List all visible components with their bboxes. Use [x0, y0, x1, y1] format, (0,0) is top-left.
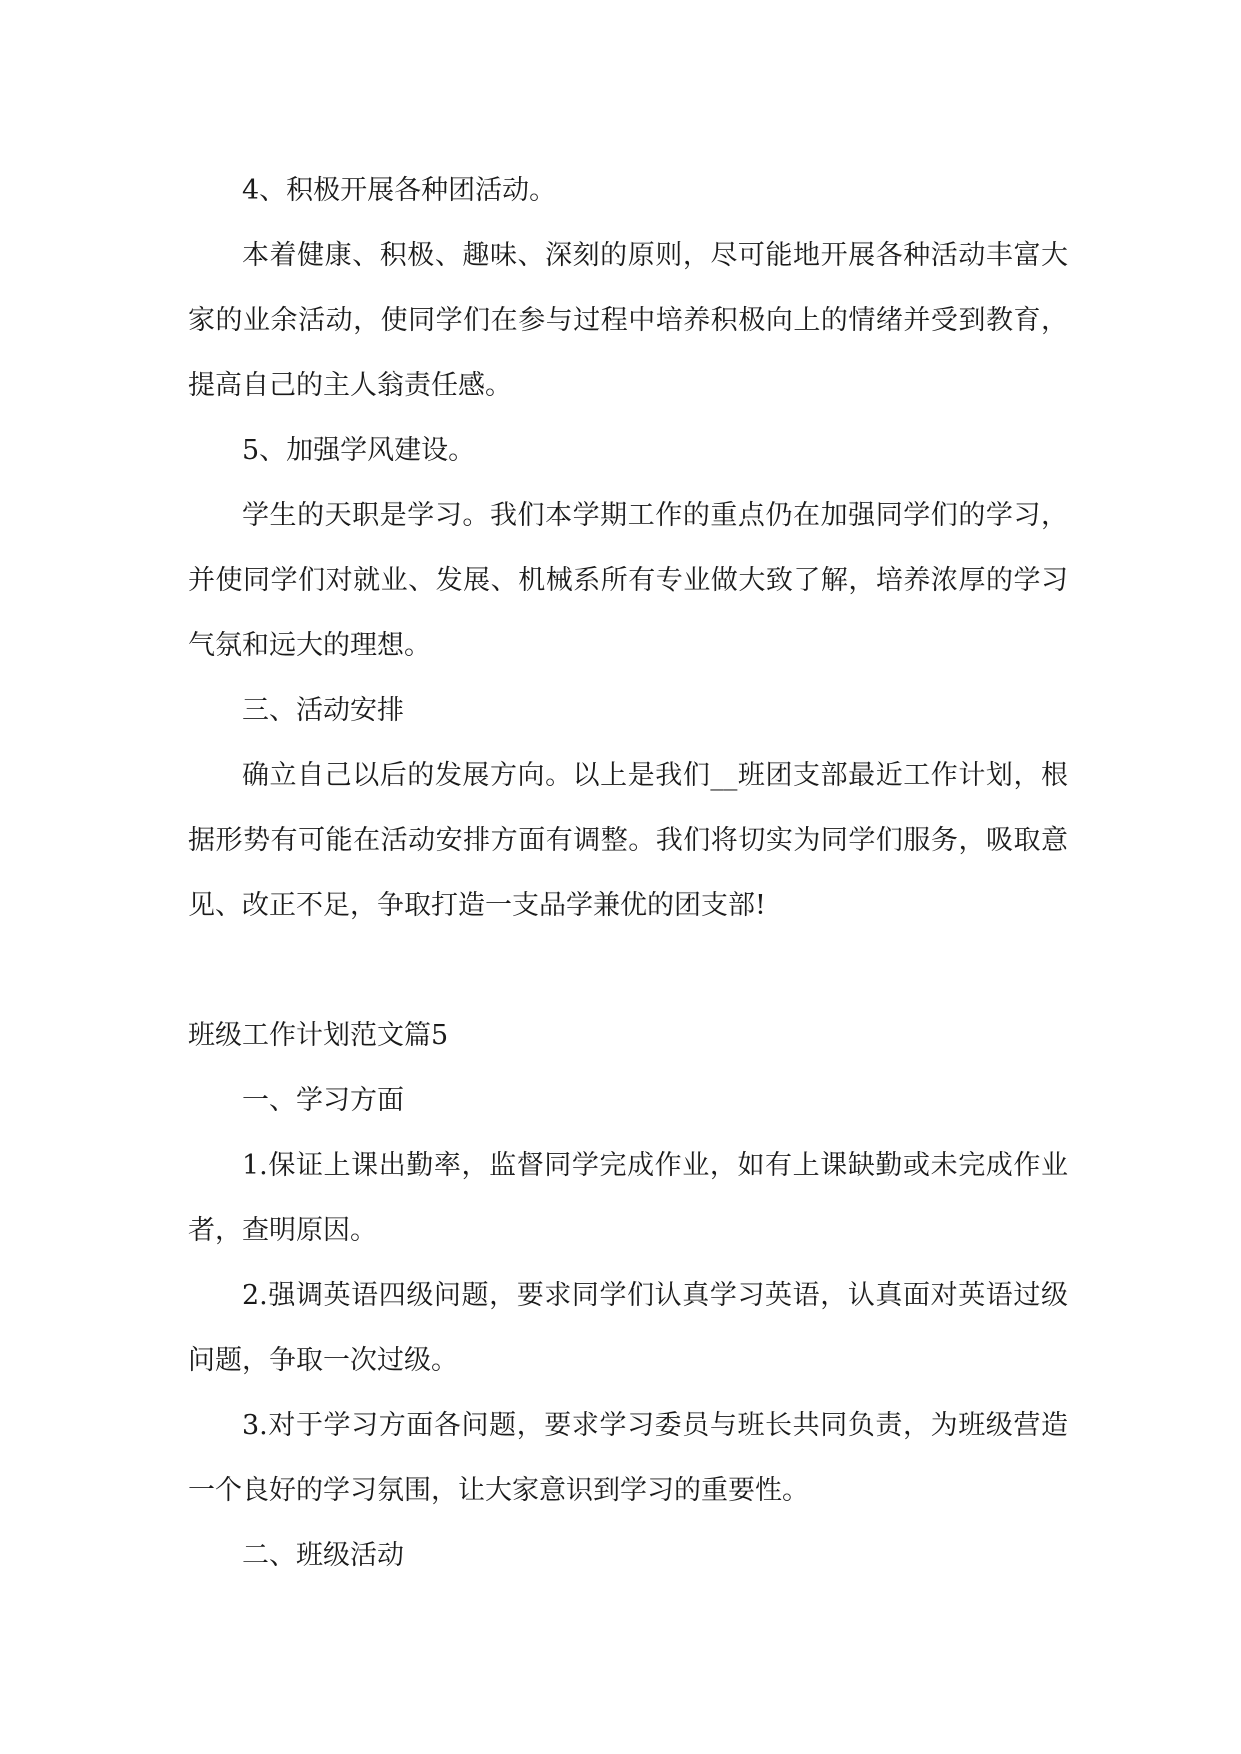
- paragraph-item-4-body: 本着健康、积极、趣味、深刻的原则，尽可能地开展各种活动丰富大家的业余活动，使同学们在参与过程中培养积极向上的情绪并受到教育，提高自己的主人翁责任感。: [188, 240, 1068, 401]
- paragraph-item-5-body: 学生的天职是学习。我们本学期工作的重点仍在加强同学们的学习，并使同学们对就业、发展、机械系所有专业做大致了解，培养浓厚的学习气氛和远大的理想。: [188, 500, 1068, 661]
- article-title: 班级工作计划范文篇5: [188, 1020, 449, 1051]
- paragraph-item-5: 5、加强学风建设。: [242, 435, 476, 466]
- list-item-1: 1.保证上课出勤率，监督同学完成作业，如有上课缺勤或未完成作业者，查明原因。: [188, 1150, 1068, 1246]
- paragraph-spacer: [188, 938, 1068, 1003]
- paragraph-activities-body: 确立自己以后的发展方向。以上是我们__班团支部最近工作计划，根据形势有可能在活动安排方面有调整。我们将切实为同学们服务，吸取意见、改正不足，争取打造一支品学兼优的团支部!: [188, 760, 1068, 921]
- section-heading-activities: 三、活动安排: [242, 695, 404, 726]
- list-item-2: 2.强调英语四级问题，要求同学们认真学习英语，认真面对英语过级问题，争取一次过级。: [188, 1280, 1068, 1376]
- list-item-3: 3.对于学习方面各问题，要求学习委员与班长共同负责，为班级营造一个良好的学习氛围，让大家意识到学习的重要性。: [188, 1410, 1068, 1506]
- document-body: [188, 158, 1068, 1588]
- paragraph-item-4: 4、积极开展各种团活动。: [242, 175, 557, 206]
- section-heading-study: 一、学习方面: [242, 1085, 404, 1116]
- section-heading-class-activities: 二、班级活动: [242, 1540, 404, 1571]
